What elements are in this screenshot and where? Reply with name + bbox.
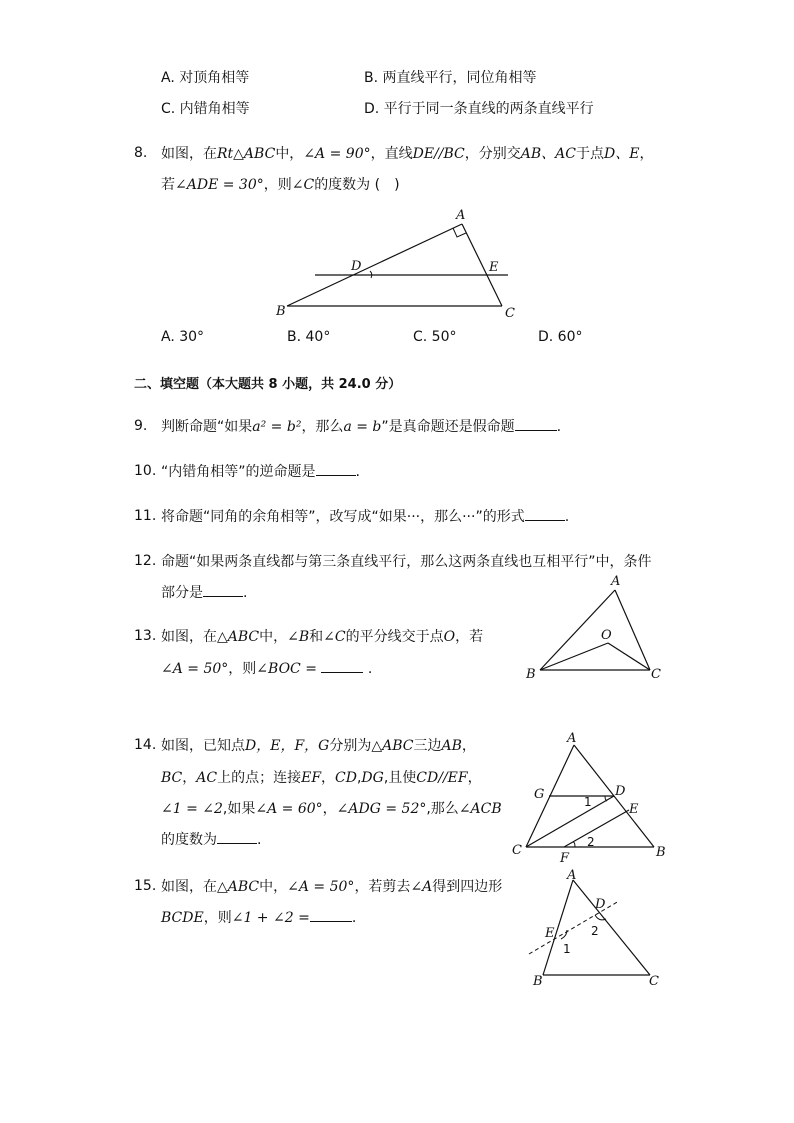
label-b: B	[656, 845, 666, 860]
answer-blank[interactable]	[217, 831, 257, 844]
text: ,且使	[383, 770, 417, 786]
text: .	[367, 661, 373, 677]
q13-number: 13.	[134, 628, 157, 644]
math: DG	[361, 770, 384, 786]
text: ,如果	[222, 801, 256, 817]
text: ，	[322, 801, 337, 817]
q12-line2	[161, 582, 247, 602]
q12-line1: 命题“如果两条直线都与第三条直线平行，那么这两条直线也互相平行”中，条件	[161, 554, 652, 570]
q7-option-d: D. 平行于同一条直线的两条直线平行	[364, 101, 594, 117]
text: ，若剪去	[354, 879, 411, 895]
math: CD	[335, 770, 357, 786]
text: ，	[182, 770, 197, 786]
text: ，	[467, 770, 482, 786]
q8-option-a: A. 30°	[161, 329, 205, 345]
q11-text	[161, 506, 569, 526]
math: DE//BC	[412, 146, 465, 162]
q9-text	[161, 416, 561, 436]
math: △ABC	[217, 879, 260, 895]
q14-line4	[161, 829, 261, 849]
text: .	[564, 509, 570, 525]
answer-blank[interactable]	[310, 909, 352, 922]
math: △ABC	[371, 738, 414, 754]
text: 若	[161, 177, 175, 193]
q14-line2	[161, 767, 482, 787]
q13-line2	[161, 658, 372, 678]
text: 和	[309, 629, 324, 645]
text: 如图，在	[161, 629, 217, 645]
label-1: 1	[584, 795, 592, 809]
math: AC	[196, 770, 218, 786]
q8-number: 8.	[134, 145, 148, 161]
text: ，那么	[301, 419, 344, 435]
label-a: A	[567, 731, 577, 746]
label-f: F	[560, 851, 570, 866]
math: AB	[441, 738, 462, 754]
text: ，分别交	[464, 146, 521, 162]
q14-number: 14.	[134, 737, 157, 753]
q8-line1	[161, 143, 653, 163]
label-b: B	[276, 304, 286, 319]
text: 三边	[413, 738, 442, 754]
q11-number: 11.	[134, 508, 157, 524]
math: EF	[301, 770, 322, 786]
q15-figure	[523, 866, 673, 991]
text: ，若	[455, 629, 484, 645]
math: ∠A = 90°	[303, 146, 371, 162]
q14-figure	[506, 728, 676, 868]
label-a: A	[611, 574, 621, 589]
q15-number: 15.	[134, 878, 157, 894]
q8-option-c: C. 50°	[413, 329, 457, 345]
math: O	[443, 629, 456, 645]
math: Rt△ABC	[217, 146, 276, 162]
q13-line1	[161, 626, 483, 646]
math: ∠ADG = 52°	[336, 801, 427, 817]
text: 的度数为 ( )	[314, 177, 400, 193]
section-title: 二、填空题（本大题共 8 小题，共 24.0 分）	[134, 377, 402, 392]
q15-line1	[161, 876, 502, 896]
q14-line1	[161, 735, 476, 755]
label-c: C	[512, 843, 522, 858]
math: ∠A	[410, 879, 433, 895]
text: 中，	[259, 629, 288, 645]
text: 部分是	[161, 585, 203, 601]
label-1: 1	[563, 942, 571, 956]
label-d: D	[615, 784, 626, 799]
text: .	[355, 464, 360, 480]
math: ∠A = 50°	[161, 661, 229, 677]
math: ∠B	[287, 629, 310, 645]
q8-option-d: D. 60°	[538, 329, 583, 345]
q7-option-c: C. 内错角相等	[161, 101, 250, 117]
answer-blank[interactable]	[203, 584, 243, 597]
text: 如图，在	[161, 146, 217, 162]
answer-blank[interactable]	[321, 660, 363, 673]
math: ∠A = 50°	[287, 879, 355, 895]
math: D，E，F，G	[245, 738, 330, 754]
q12-number: 12.	[134, 553, 157, 569]
label-c: C	[649, 974, 659, 989]
text: 如图，已知点	[161, 738, 245, 754]
math: ∠ADE = 30°	[175, 177, 264, 193]
text: “内错角相等”的逆命题是	[161, 464, 316, 480]
q10-text	[161, 461, 360, 481]
text: 将命题“同角的余角相等”，改写成“如果···，那么···”的形式	[161, 509, 525, 525]
label-e: E	[629, 802, 639, 817]
text: 判断命题“如果	[161, 419, 253, 435]
q13-figure	[522, 572, 672, 687]
math: ∠C	[291, 177, 315, 193]
math: BCDE	[161, 910, 204, 926]
text: ，则	[228, 661, 257, 677]
label-g: G	[534, 787, 545, 802]
text: 的平分线交于点	[345, 629, 444, 645]
math: AB、AC	[520, 146, 576, 162]
answer-blank[interactable]	[316, 463, 356, 476]
q8-line2	[161, 174, 400, 194]
text: 中，	[275, 146, 304, 162]
text: .	[257, 832, 262, 848]
q15-line2	[161, 907, 356, 927]
q7-option-b: B. 两直线平行，同位角相等	[364, 70, 537, 86]
math: ∠1 = ∠2	[161, 801, 223, 817]
text: 的度数为	[161, 832, 217, 848]
text: ，	[461, 738, 476, 754]
label-a: A	[567, 868, 577, 883]
text: ，则	[203, 910, 232, 926]
text: .	[243, 585, 248, 601]
math: a² = b²	[252, 419, 302, 435]
answer-blank[interactable]	[525, 508, 565, 521]
label-e: E	[545, 926, 555, 941]
q8-figure	[270, 205, 520, 325]
text: 上的点；连接	[217, 770, 302, 786]
label-d: D	[351, 259, 362, 274]
answer-blank[interactable]	[515, 418, 557, 431]
label-2: 2	[591, 924, 599, 938]
math: CD//EF	[416, 770, 468, 786]
q9-number: 9.	[134, 418, 148, 434]
text: ，直线	[370, 146, 413, 162]
label-o: O	[601, 628, 612, 643]
text: ，	[321, 770, 336, 786]
text: ,那么	[426, 801, 459, 817]
label-a: A	[456, 208, 466, 223]
q10-number: 10.	[134, 463, 157, 479]
math: ∠ACB	[458, 801, 502, 817]
text: 如图，在	[161, 879, 217, 895]
text: ,	[356, 770, 362, 786]
math: ∠1 + ∠2 =	[231, 910, 310, 926]
math: ∠BOC =	[256, 661, 317, 677]
text: 分别为	[329, 738, 372, 754]
text: .	[556, 419, 562, 435]
text: ，	[639, 146, 654, 162]
label-c: C	[651, 667, 661, 682]
math: D、E	[603, 146, 640, 162]
math: a = b	[343, 419, 382, 435]
label-b: B	[526, 667, 536, 682]
label-d: D	[595, 897, 606, 912]
q7-option-a: A. 对顶角相等	[161, 70, 250, 86]
text: 于点	[575, 146, 604, 162]
q14-line3	[161, 798, 502, 818]
math: △ABC	[217, 629, 260, 645]
text: 得到四边形	[432, 879, 503, 895]
label-e: E	[489, 260, 499, 275]
text: 中，	[259, 879, 288, 895]
text: .	[351, 910, 357, 926]
label-2: 2	[587, 835, 595, 849]
math: BC	[161, 770, 183, 786]
text: ，则	[263, 177, 292, 193]
text: ”是真命题还是假命题	[381, 419, 515, 435]
q8-option-b: B. 40°	[287, 329, 331, 345]
math: ∠C	[323, 629, 346, 645]
label-b: B	[533, 974, 543, 989]
math: ∠A = 60°	[255, 801, 323, 817]
label-c: C	[505, 306, 515, 321]
